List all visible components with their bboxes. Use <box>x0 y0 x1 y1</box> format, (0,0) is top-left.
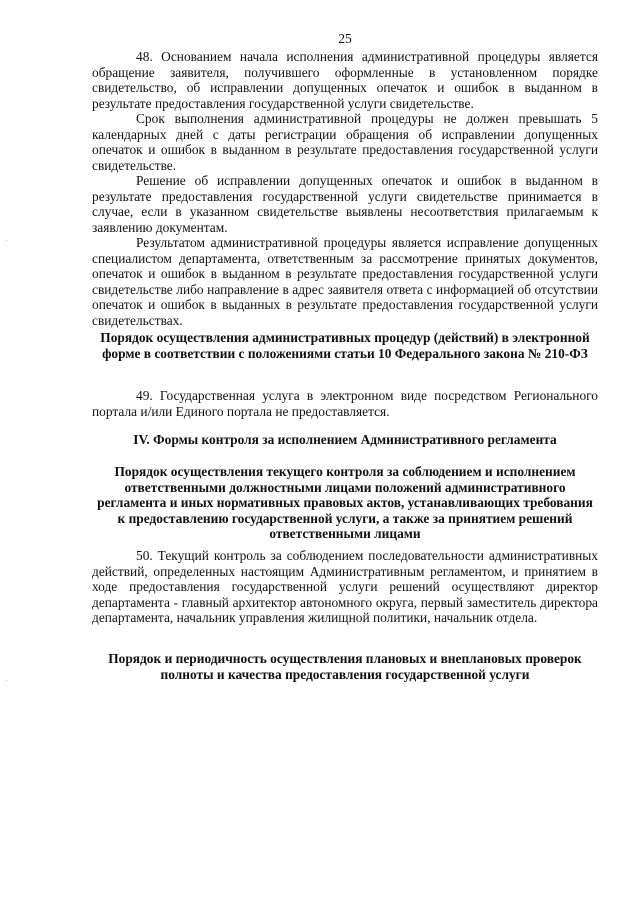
paragraph-48-term: Срок выполнения административной процедуры не должен превышать 5 календарных дней с даты регистрации обращения об исправлении допущенных опечаток и ошибок в выданном в результате предоставления государственной услуги свидетельстве. <box>92 111 598 173</box>
paragraph-48-decision: Решение об исправлении допущенных опечаток и ошибок в выданном в результате предоставления государственной услуги свидетельстве принимается в случае, если в указанном свидетельстве выявлены несоответствия прилагаемым к заявлению документам. <box>92 173 598 235</box>
paragraph-48: 48. Основанием начала исполнения административной процедуры является обращение заявителя, получившего оформленные в установленном порядке свидетельство, об исправлении допущенных опечаток и ошибок в выданном в результате предоставления государственной услуги свидетельстве. <box>92 49 598 111</box>
scan-speck <box>6 680 7 681</box>
heading-current-control: Порядок осуществления текущего контроля за соблюдением и исполнением ответственными должностными лицами положений административного регламента и иных нормативных правовых актов, устанавливающих требования к предоставлению государственной услуги, а также за принятием решений ответственными лицами <box>97 464 593 542</box>
heading-section-iv: IV. Формы контроля за исполнением Административного регламента <box>133 432 557 447</box>
heading-electronic-form: Порядок осуществления административных процедур (действий) в электронной форме в соответствии с положениями статьи 10 Федерального закона № 210-ФЗ <box>100 330 590 361</box>
heading-planned-checks: Порядок и периодичность осуществления плановых и внеплановых проверок полноты и качества предоставления государственной услуги <box>108 651 582 682</box>
paragraph-48-result: Результатом административной процедуры является исправление допущенных специалистом департамента, ответственным за рассмотрение принятых документов, опечаток и ошибок в выданном в результате предоставления государственной услуги свидетельстве либо направление в адрес заявителя ответа с информацией об отсутствии опечаток и ошибок в выданных в результате предоставления государственной услуги свидетельствах. <box>92 235 598 328</box>
paragraph-50: 50. Текущий контроль за соблюдением последовательности административных действий, определенных настоящим Административным регламентом, и принятием в ходе предоставления государственной услуги решений осуществляют директор департамента - главный архитектор автономного округа, первый заместитель директора департамента, начальник управления жилищной политики, начальник отдела. <box>92 548 598 626</box>
scan-speck <box>6 240 7 241</box>
page-number: 25 <box>338 31 352 46</box>
paragraph-49: 49. Государственная услуга в электронном виде посредством Регионального портала и/или Единого портала не предоставляется. <box>92 388 598 419</box>
